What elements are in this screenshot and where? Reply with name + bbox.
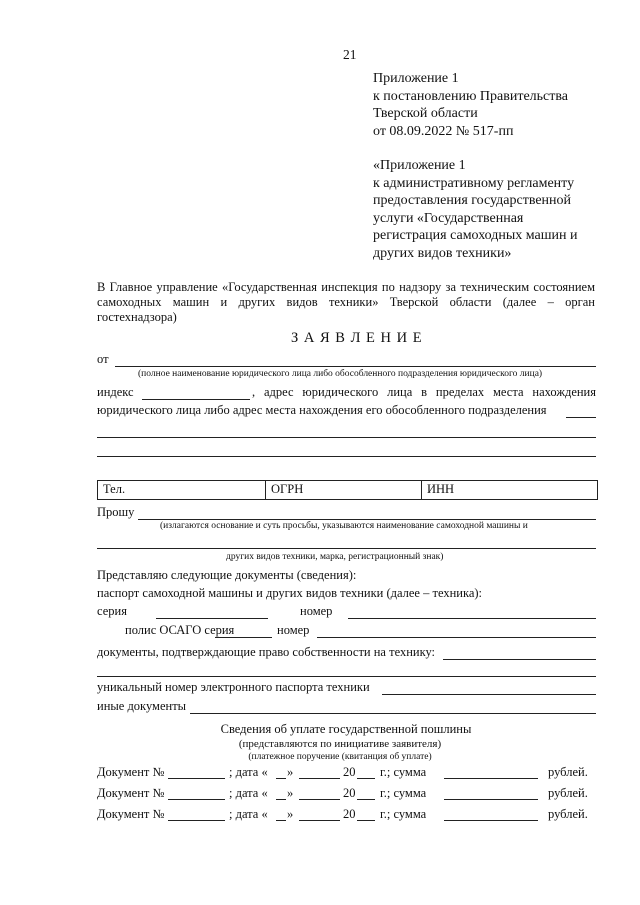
doc-number-field[interactable] <box>168 820 225 821</box>
sum-field[interactable] <box>444 799 538 800</box>
doc-number-field[interactable] <box>168 799 225 800</box>
request-label: Прошу <box>97 505 135 519</box>
address-field-line-2[interactable] <box>97 437 596 438</box>
number-field[interactable] <box>348 618 596 619</box>
contacts-table <box>97 480 598 500</box>
sum-label: г.; сумма <box>380 786 427 800</box>
year-field[interactable] <box>357 778 375 779</box>
addressee: В Главное управление «Государственная инспекция по надзору за техническим состоянием самоходных машин и других видов техники» Тверской области (далее – орган гостехнадзора) <box>97 280 595 324</box>
day-field[interactable] <box>276 778 286 779</box>
ownership-field-line-2[interactable] <box>97 676 596 677</box>
epassport-label: уникальный номер электронного паспорта техники <box>97 680 370 694</box>
from-hint: (полное наименование юридического лица либо обособленного подразделения юридического лица) <box>138 369 543 379</box>
day-field[interactable] <box>276 820 286 821</box>
appendix-line: Тверской области <box>373 106 478 121</box>
inn-cell[interactable]: ИНН <box>427 482 455 496</box>
year-prefix: 20 <box>343 786 356 800</box>
from-label: от <box>97 352 109 366</box>
fee-note: (представляются по инициативе заявителя) <box>238 738 442 750</box>
request-field[interactable] <box>138 519 596 520</box>
doc-number-field[interactable] <box>168 778 225 779</box>
currency-label: рублей. <box>548 786 588 800</box>
month-field[interactable] <box>299 820 340 821</box>
fee-title: Сведения об уплате государственной пошлины <box>220 722 472 736</box>
doc-label: Документ № <box>97 807 165 821</box>
currency-label: рублей. <box>548 807 588 821</box>
osago-label: полис ОСАГО серия <box>125 623 235 637</box>
request-field-line-2[interactable] <box>97 548 596 549</box>
year-prefix: 20 <box>343 765 356 779</box>
address-field-end[interactable] <box>566 417 596 418</box>
appendix-line: к постановлению Правительства <box>373 88 569 104</box>
other-docs-label: иные документы <box>97 699 187 713</box>
year-prefix: 20 <box>343 807 356 821</box>
series-label: серия <box>97 604 127 618</box>
appendix-block-1 <box>373 70 568 140</box>
request-hint-1: (излагаются основание и суть просьбы, указываются наименование самоходной машины и <box>160 521 528 531</box>
appendix-line: услуги «Государственная <box>373 210 524 226</box>
ownership-label: документы, подтверждающие право собственности на технику: <box>97 645 436 659</box>
year-field[interactable] <box>357 799 375 800</box>
other-docs-field[interactable] <box>190 713 596 714</box>
fee-hint: (платежное поручение (квитанция об уплате) <box>248 752 432 762</box>
quote-close: » <box>287 807 294 821</box>
osago-number-field[interactable] <box>317 637 596 638</box>
page-number: 21 <box>343 47 357 62</box>
sum-field[interactable] <box>444 778 538 779</box>
date-label: ; дата « <box>229 786 268 800</box>
year-field[interactable] <box>357 820 375 821</box>
address-text-2: юридического лица либо адрес места нахождения его обособленного подразделения <box>97 403 547 417</box>
osago-number-label: номер <box>277 623 310 637</box>
ownership-field[interactable] <box>443 659 596 660</box>
documents-heading: Представляю следующие документы (сведения): <box>97 568 357 582</box>
quote-close: » <box>287 786 294 800</box>
document-title: З А Я В Л Е Н И Е <box>291 330 423 346</box>
day-field[interactable] <box>276 799 286 800</box>
appendix-line: других видов техники» <box>373 245 512 261</box>
appendix-block-2 <box>373 157 578 262</box>
index-label: индекс <box>97 385 134 399</box>
appendix-line: от 08.09.2022 № 517-пп <box>373 123 514 139</box>
address-field-line-3[interactable] <box>97 456 596 457</box>
appendix-line: «Приложение 1 <box>373 158 466 173</box>
appendix-line: предоставления государственной <box>373 193 572 208</box>
request-hint-2: других видов техники, марка, регистрационный знак) <box>226 552 444 562</box>
sum-field[interactable] <box>444 820 538 821</box>
address-text-1: , адрес юридического лица в пределах места нахождения <box>252 385 596 399</box>
currency-label: рублей. <box>548 765 588 779</box>
number-label: номер <box>300 604 333 618</box>
ogrn-cell[interactable]: ОГРН <box>266 481 422 499</box>
tel-cell[interactable]: Тел. <box>98 481 266 499</box>
appendix-line: к административному регламенту <box>373 175 575 191</box>
month-field[interactable] <box>299 778 340 779</box>
quote-close: » <box>287 765 294 779</box>
sum-label: г.; сумма <box>380 807 427 821</box>
date-label: ; дата « <box>229 807 268 821</box>
from-field[interactable] <box>115 366 596 367</box>
passport-label: паспорт самоходной машины и других видов техники (далее – техника): <box>97 586 483 600</box>
series-field[interactable] <box>156 618 268 619</box>
date-label: ; дата « <box>229 765 268 779</box>
osago-series-field[interactable] <box>215 637 272 638</box>
sum-label: г.; сумма <box>380 765 427 779</box>
appendix-line: Приложение 1 <box>373 71 459 86</box>
index-field[interactable] <box>142 399 250 400</box>
appendix-line: регистрация самоходных машин и <box>373 228 578 243</box>
doc-label: Документ № <box>97 786 165 800</box>
month-field[interactable] <box>299 799 340 800</box>
doc-label: Документ № <box>97 765 165 779</box>
epassport-field[interactable] <box>382 694 596 695</box>
